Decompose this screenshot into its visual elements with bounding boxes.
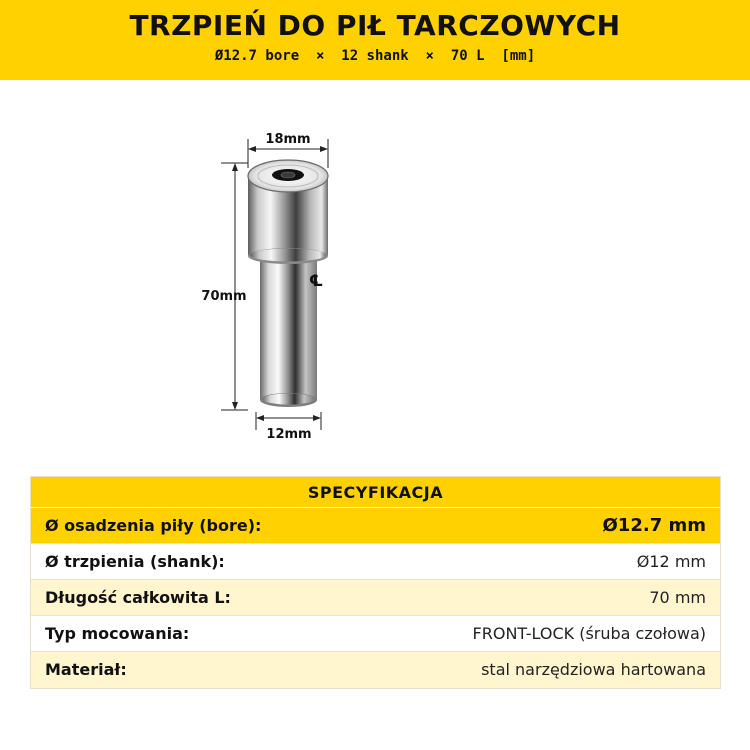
spec-value: FRONT-LOCK (śruba czołowa) (472, 624, 706, 643)
dim-top-width-label: 18mm (265, 132, 311, 147)
spec-label: Ø trzpienia (shank): (45, 552, 225, 571)
arbor-drawing (0, 80, 750, 470)
spec-row-bore (31, 508, 720, 544)
arbor-collar (248, 160, 328, 264)
spec-heading: SPECYFIKACJA (31, 477, 720, 508)
page-subtitle: Ø12.7 bore × 12 shank × 70 L [mm] (214, 48, 536, 64)
spec-row-length (31, 580, 720, 616)
spec-value: 70 mm (649, 588, 706, 607)
spec-value: Ø12.7 mm (602, 515, 706, 536)
spec-row-material (31, 652, 720, 688)
spec-label: Ø osadzenia piły (bore): (45, 516, 262, 535)
header-banner (0, 0, 750, 80)
spec-row-shank (31, 544, 720, 580)
spec-label: Materiał: (45, 660, 127, 679)
dim-length (221, 163, 248, 410)
spec-label: Długość całkowita L: (45, 588, 231, 607)
dim-length-label: 70mm (201, 289, 247, 304)
spec-row-mount-type (31, 616, 720, 652)
spec-label: Typ mocowania: (45, 624, 190, 643)
spec-value: Ø12 mm (636, 552, 706, 571)
spec-value: stal narzędziowa hartowana (481, 660, 706, 679)
centerline-icon: ℄ (308, 271, 324, 290)
dim-shank-label: 12mm (266, 427, 312, 442)
page-title: TRZPIEŃ DO PIŁ TARCZOWYCH (129, 9, 621, 42)
spec-table (30, 476, 721, 689)
